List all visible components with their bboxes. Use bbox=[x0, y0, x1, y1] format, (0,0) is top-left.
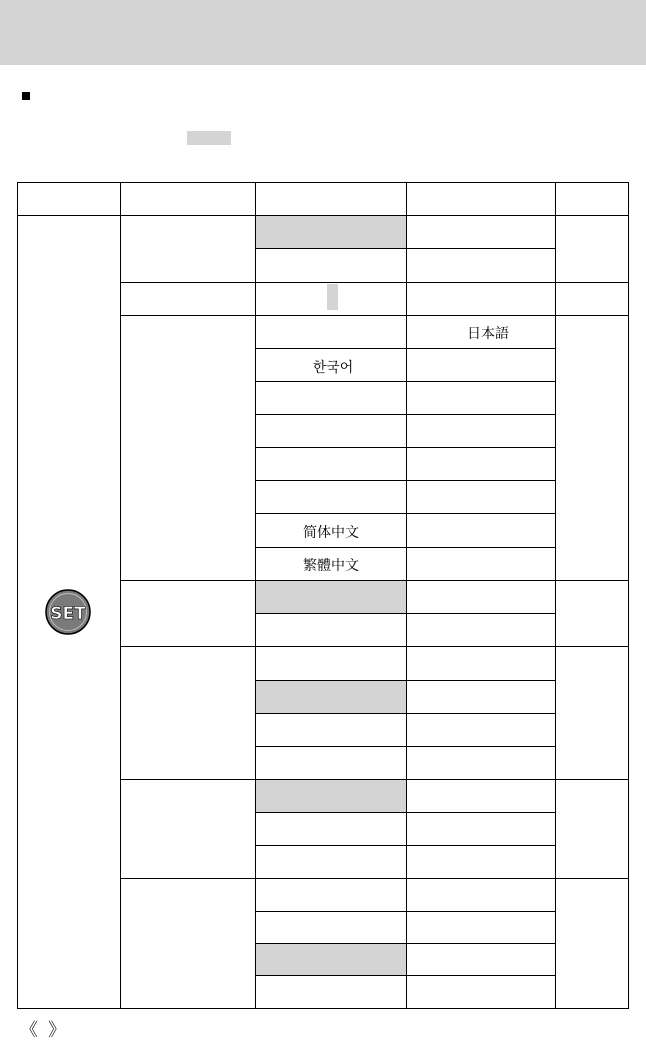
lang-traditional-chinese: 繁體中文 bbox=[303, 558, 359, 574]
default-marker bbox=[327, 284, 338, 310]
set-button-icon bbox=[46, 590, 90, 634]
default-cells bbox=[256, 216, 406, 975]
prev-page-marker: 《 bbox=[20, 1020, 38, 1041]
lang-korean: 한국어 bbox=[312, 360, 354, 376]
lang-japanese: 日本語 bbox=[467, 326, 509, 342]
default-cell bbox=[256, 216, 406, 248]
set-icon-label: SET bbox=[50, 604, 86, 624]
default-cell bbox=[256, 780, 406, 812]
lang-simplified-chinese: 简体中文 bbox=[303, 525, 359, 541]
default-cell bbox=[256, 944, 406, 975]
default-cell bbox=[256, 681, 406, 713]
default-cell bbox=[256, 581, 406, 613]
next-page-marker: 》 bbox=[48, 1020, 66, 1041]
